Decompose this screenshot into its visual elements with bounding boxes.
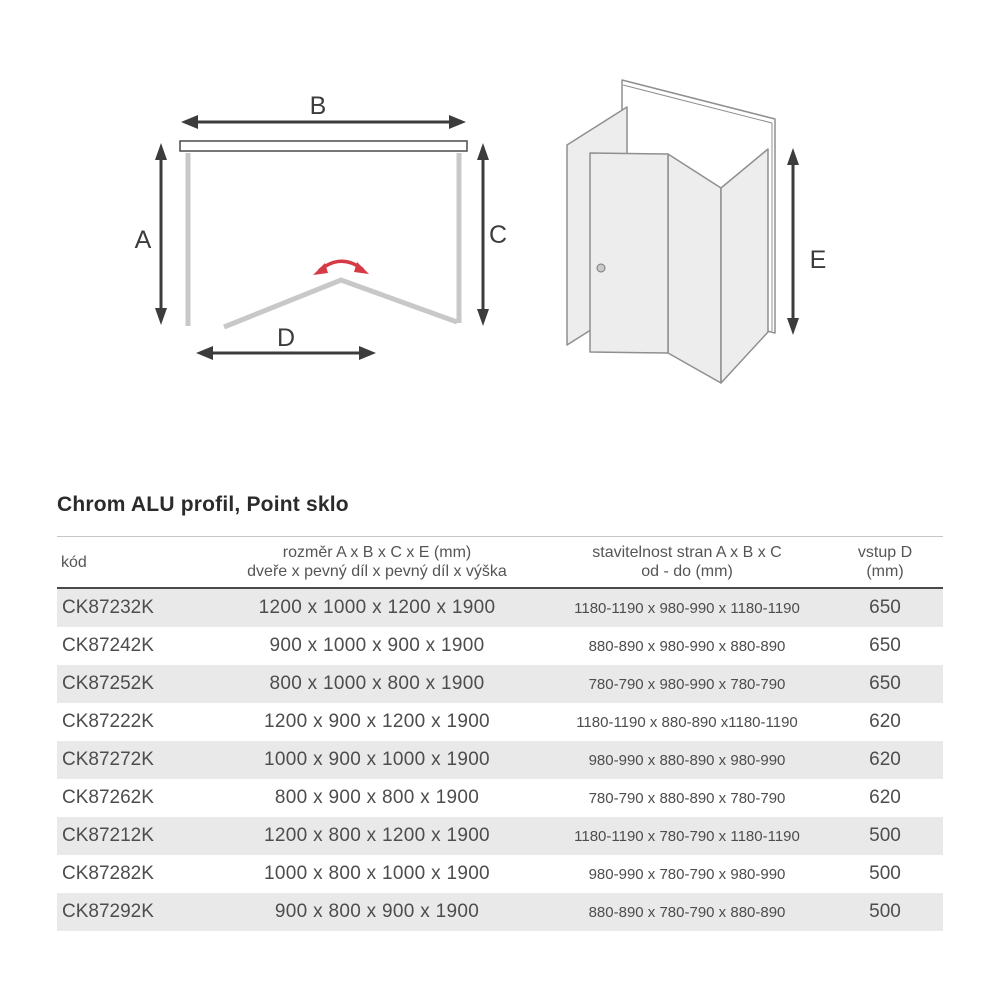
table-cell-vstup: 500 bbox=[869, 901, 901, 922]
table-cell-rozmer: 1200 x 800 x 1200 x 1900 bbox=[264, 825, 490, 846]
dimension-arrow-c bbox=[477, 143, 507, 326]
table-row bbox=[57, 665, 943, 703]
dimension-arrow-d bbox=[196, 324, 376, 360]
label-b: B bbox=[309, 92, 327, 120]
table-row bbox=[57, 779, 943, 817]
table-header bbox=[57, 536, 943, 589]
col-header-rozmer-line2: dveře x pevný díl x pevný díl x výška bbox=[247, 563, 507, 580]
table-cell-rozmer: 1200 x 900 x 1200 x 1900 bbox=[264, 711, 490, 732]
table-cell-stavitelnost: 880-890 x 780-790 x 880-890 bbox=[588, 903, 786, 921]
table-cell-stavitelnost: 780-790 x 880-890 x 780-790 bbox=[588, 789, 786, 807]
table-cell-stavitelnost: 1180-1190 x 980-990 x 1180-1190 bbox=[574, 599, 800, 617]
table-cell-stavitelnost: 880-890 x 980-990 x 880-890 bbox=[588, 637, 786, 655]
table-cell-rozmer: 1200 x 1000 x 1200 x 1900 bbox=[258, 597, 496, 618]
label-c: C bbox=[488, 221, 508, 249]
dimension-arrow-b bbox=[181, 92, 466, 129]
table-cell-rozmer: 900 x 1000 x 900 x 1900 bbox=[269, 635, 485, 656]
label-e: E bbox=[809, 246, 827, 274]
col-header-kod bbox=[57, 553, 207, 572]
table-cell-kod: CK87252K bbox=[62, 673, 154, 694]
table-cell-rozmer: 1000 x 800 x 1000 x 1900 bbox=[264, 863, 490, 884]
table-row bbox=[57, 589, 943, 627]
swing-direction-arrow-icon bbox=[313, 261, 369, 275]
table-row bbox=[57, 893, 943, 931]
col-header-rozmer bbox=[207, 543, 547, 581]
table-cell-stavitelnost: 1180-1190 x 780-790 x 1180-1190 bbox=[574, 827, 800, 845]
right-fold-panel bbox=[721, 149, 768, 383]
table-body bbox=[57, 589, 943, 931]
table-cell-kod: CK87272K bbox=[62, 749, 154, 770]
wall-profile-bar bbox=[180, 141, 467, 151]
table-cell-stavitelnost: 980-990 x 780-790 x 980-990 bbox=[588, 865, 786, 883]
table-cell-rozmer: 900 x 800 x 900 x 1900 bbox=[274, 901, 480, 922]
table-cell-rozmer: 800 x 900 x 800 x 1900 bbox=[274, 787, 480, 808]
table-cell-kod: CK87292K bbox=[62, 901, 154, 922]
spec-table bbox=[57, 536, 943, 931]
col-header-stavitelnost-line2: od - do (mm) bbox=[641, 563, 733, 580]
table-cell-stavitelnost: 780-790 x 980-990 x 780-790 bbox=[588, 675, 786, 693]
label-a: A bbox=[134, 226, 152, 254]
col-header-vstup-line1: vstup D bbox=[857, 544, 913, 561]
dimension-arrow-a bbox=[135, 143, 167, 325]
label-d: D bbox=[276, 324, 296, 352]
table-cell-vstup: 500 bbox=[869, 825, 901, 846]
middle-fold-panel bbox=[668, 154, 721, 383]
col-header-stavitelnost bbox=[547, 543, 827, 581]
dimension-arrow-e bbox=[787, 148, 826, 335]
table-cell-vstup: 620 bbox=[869, 787, 901, 808]
table-cell-stavitelnost: 1180-1190 x 880-890 x1180-1190 bbox=[576, 713, 798, 731]
table-cell-kod: CK87242K bbox=[62, 635, 154, 656]
table-cell-vstup: 650 bbox=[869, 673, 901, 694]
col-header-stavitelnost-line1: stavitelnost stran A x B x C bbox=[592, 544, 782, 561]
page-title: Chrom ALU profil, Point sklo bbox=[57, 493, 349, 516]
table-cell-vstup: 620 bbox=[869, 711, 901, 732]
table-cell-kod: CK87212K bbox=[62, 825, 154, 846]
table-cell-kod: CK87282K bbox=[62, 863, 154, 884]
table-row bbox=[57, 627, 943, 665]
table-cell-kod: CK87232K bbox=[62, 597, 154, 618]
table-cell-kod: CK87222K bbox=[62, 711, 154, 732]
table-cell-vstup: 620 bbox=[869, 749, 901, 770]
col-header-vstup bbox=[827, 543, 943, 581]
front-door-panel bbox=[590, 153, 668, 353]
table-row bbox=[57, 703, 943, 741]
table-row bbox=[57, 817, 943, 855]
table-cell-stavitelnost: 980-990 x 880-890 x 980-990 bbox=[588, 751, 786, 769]
col-header-rozmer-line1: rozměr A x B x C x E (mm) bbox=[282, 544, 472, 561]
table-cell-rozmer: 800 x 1000 x 800 x 1900 bbox=[269, 673, 485, 694]
table-cell-vstup: 650 bbox=[869, 635, 901, 656]
isometric-view-diagram bbox=[550, 55, 850, 405]
table-row bbox=[57, 855, 943, 893]
table-cell-kod: CK87262K bbox=[62, 787, 154, 808]
table-cell-vstup: 650 bbox=[869, 597, 901, 618]
door-knob-icon bbox=[597, 264, 605, 272]
table-cell-vstup: 500 bbox=[869, 863, 901, 884]
col-header-kod-label: kód bbox=[61, 553, 87, 571]
plan-view-diagram bbox=[130, 85, 520, 375]
table-cell-rozmer: 1000 x 900 x 1000 x 1900 bbox=[264, 749, 490, 770]
folding-door-panels bbox=[224, 280, 457, 327]
col-header-vstup-line2: (mm) bbox=[866, 563, 904, 580]
table-row bbox=[57, 741, 943, 779]
